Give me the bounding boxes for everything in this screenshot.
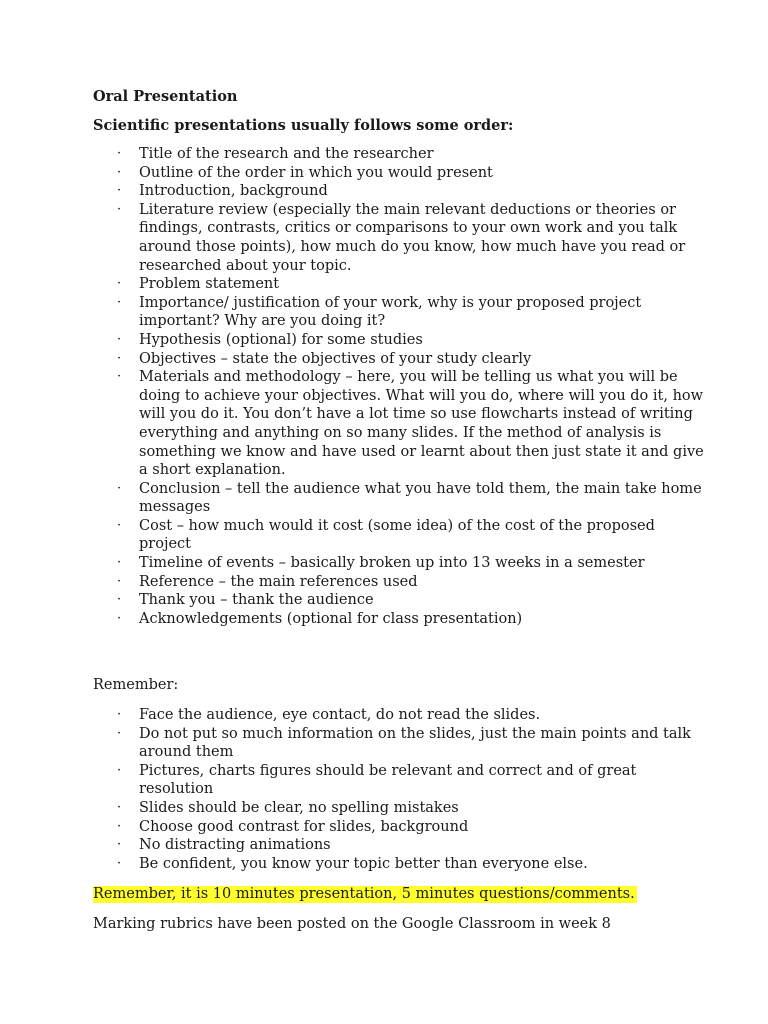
list-item: · Pictures, charts figures should be relevant and correct and of great resolution [117, 762, 637, 798]
list-item: · Hypothesis (optional) for some studies [117, 331, 423, 348]
bullet-icon: · [117, 610, 122, 626]
list-item: · Acknowledgements (optional for class presentation) [117, 610, 523, 627]
list-item: · Materials and methodology – here, you will be telling us what you will be doing to achieve your objectives. What will you do, where will you do it, how will you do it. You don’t have a lot time so use flowcharts instead of writing everything and anything on so many slides. If the method of analysis is something we know and have used or learnt about then just state it and give a short explanation. [117, 369, 704, 479]
list-item: · Introduction, background [117, 183, 328, 200]
list-item: · Cost – how much would it cost (some idea) of the cost of the proposed project [117, 517, 655, 553]
bullet-icon: · [117, 146, 122, 161]
list-item: · Conclusion – tell the audience what you have told them, the main take home messages [117, 480, 702, 516]
list-item: · Outline of the order in which you would present [117, 164, 493, 181]
order-list [0, 145, 768, 628]
bullet-icon: · [117, 480, 122, 496]
list-item: · Objectives – state the objectives of your study clearly [117, 350, 532, 367]
bullet-icon: · [117, 331, 122, 347]
remember-label: Remember: [93, 677, 179, 693]
list-item: · Thank you – thank the audience [117, 592, 374, 609]
list-item: · Literature review (especially the main relevant deductions or theories or findings, contrasts, critics or comparisons to your own work and you talk around those points), how much do you know, how much have you read or researched about your topic. [117, 201, 686, 274]
bullet-icon: · [117, 762, 122, 778]
bullet-icon: · [117, 276, 122, 292]
bullet-icon: · [117, 573, 122, 589]
remember-list [0, 706, 768, 873]
bullet-icon: · [117, 707, 122, 722]
bullet-icon: · [117, 855, 122, 871]
list-item: · Face the audience, eye contact, do not read the slides. [117, 707, 541, 723]
list-item: · Be confident, you know your topic better than everyone else. [117, 855, 588, 872]
bullet-icon: · [117, 294, 122, 310]
document-title: Oral Presentation [93, 88, 238, 105]
list-item: · Importance/ justification of your work, why is your proposed project important? Why are you doing it? [117, 294, 642, 330]
bullet-icon: · [117, 837, 122, 853]
footer-note: Marking rubrics have been posted on the Google Classroom in week 8 [93, 916, 611, 932]
section-heading-order: Scientific presentations usually follows some order: [93, 117, 514, 134]
highlight-note [93, 886, 637, 902]
list-item: · Reference – the main references used [117, 573, 418, 590]
bullet-icon: · [117, 517, 122, 533]
bullet-icon: · [117, 725, 122, 741]
bullet-icon: · [117, 369, 122, 385]
list-item: · Problem statement [117, 276, 280, 293]
list-item: · Do not put so much information on the slides, just the main points and talk around them [117, 725, 691, 761]
bullet-icon: · [117, 201, 122, 217]
list-item: · Timeline of events – basically broken up into 13 weeks in a semester [117, 555, 645, 572]
list-item: · Slides should be clear, no spelling mistakes [117, 799, 459, 816]
bullet-icon: · [117, 183, 122, 199]
highlighted-text: Remember, it is 10 minutes presentation, 5 minutes questions/comments. [93, 886, 635, 902]
bullet-icon: · [117, 592, 122, 608]
bullet-icon: · [117, 555, 122, 571]
bullet-icon: · [117, 164, 122, 180]
bullet-icon: · [117, 350, 122, 366]
bullet-icon: · [117, 799, 122, 815]
list-item: · Choose good contrast for slides, background [117, 818, 469, 835]
list-item: · Title of the research and the researcher [117, 146, 434, 162]
bullet-icon: · [117, 818, 122, 834]
list-item: · No distracting animations [117, 837, 331, 854]
